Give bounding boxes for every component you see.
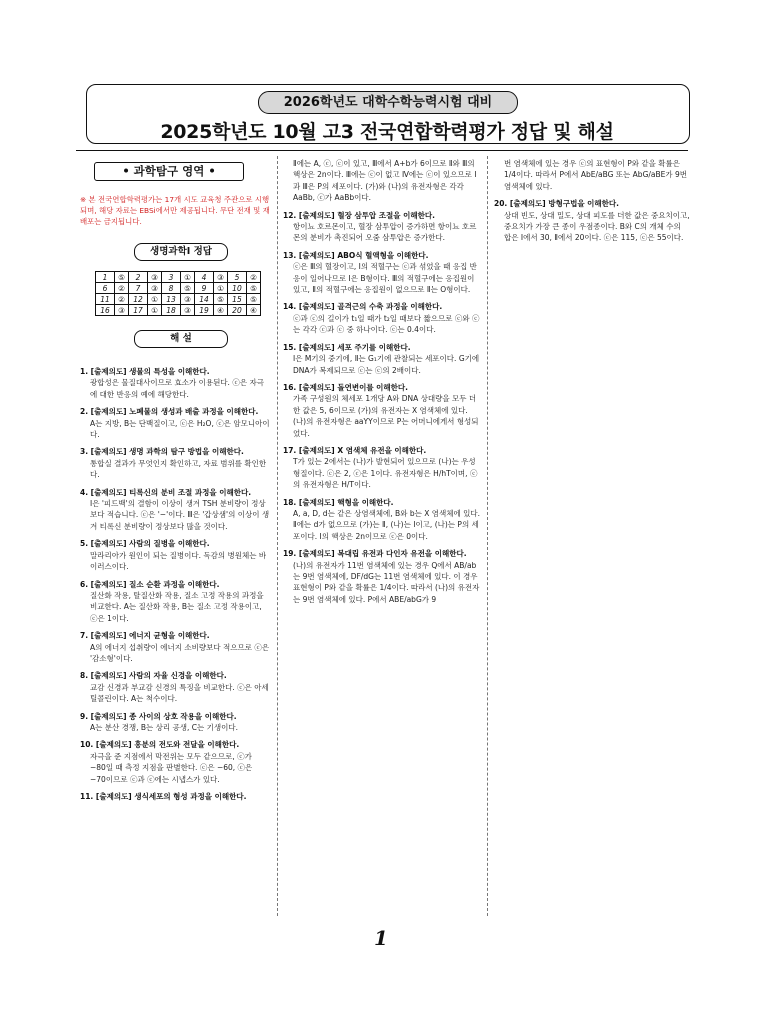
commentary-item-title: 6. [출제의도] 질소 순환 과정을 이해한다.: [80, 579, 220, 589]
answer-value: ③: [148, 272, 162, 283]
commentary-item: [80, 791, 270, 802]
question-number: 7: [128, 283, 147, 294]
question-number: 15: [227, 294, 246, 305]
commentary-item-title: 12. [출제의도] 혈장 삼투압 조절을 이해한다.: [283, 210, 435, 220]
answer-table: [95, 271, 261, 316]
commentary-item: [80, 739, 270, 785]
commentary-item-body: 통합실 결과가 무엇인지 확인하고, 자료 범위를 확인한다.: [90, 458, 267, 480]
commentary-item: [283, 497, 481, 543]
commentary-item-body: A는 지방, B는 단백질이고, ⓒ은 H₂O, ⓒ은 암모니아이다.: [90, 418, 270, 440]
answer-value: ③: [213, 272, 227, 283]
column-divider: [487, 156, 488, 916]
commentary-item: [80, 487, 270, 533]
question-number: 17: [128, 305, 147, 316]
answer-value: ⑤: [246, 294, 260, 305]
question-number: 8: [161, 283, 180, 294]
commentary-item: [283, 445, 481, 491]
answer-value: ①: [181, 272, 195, 283]
commentary-item-title: 8. [출제의도] 사람의 자율 신경을 이해한다.: [80, 671, 227, 681]
commentary-item-title: 11. [출제의도] 생식세포의 형성 과정을 이해한다.: [80, 792, 247, 801]
answer-value: ③: [181, 305, 195, 316]
commentary-item: [80, 446, 270, 480]
question-number: 20: [227, 305, 246, 316]
commentary-item-title: 5. [출제의도] 사람의 질병을 이해한다.: [80, 539, 210, 549]
question-number: 4: [194, 272, 213, 283]
page-number: 1: [374, 926, 388, 950]
answer-row: [96, 272, 261, 283]
commentary-item-title: 9. [출제의도] 종 사이의 상호 작용을 이해한다.: [80, 711, 237, 721]
answer-value: ①: [148, 305, 162, 316]
commentary-column-2: [283, 158, 481, 922]
commentary-item-body: A의 에너지 섭취량이 에너지 소비량보다 적으므로 ⓒ은 '감소형'이다.: [90, 642, 270, 663]
question-number: 9: [194, 283, 213, 294]
commentary-item: [80, 670, 270, 704]
commentary-item: [283, 382, 481, 439]
header-rule: [76, 150, 688, 151]
commentary-item-body: 말라리아가 원인이 되는 질병이다. 독감의 병원체는 바이러스이다.: [90, 550, 267, 572]
commentary-item-title: 18. [출제의도] 핵형을 이해한다.: [283, 497, 394, 507]
commentary-item: [494, 198, 690, 244]
question-number: 10: [227, 283, 246, 294]
answer-key-title: 생명과학Ⅰ 정답: [134, 243, 228, 261]
commentary-item-body: ⓒ은 Ⅲ의 혈장이고, Ⅰ의 적혈구는 ⓒ과 섞었을 때 응집 반응이 일어나므로 Ⅰ은 B형이다. Ⅲ의 적혈구에는 응집원이 있고, Ⅱ의 적혈구에는 응집원이 없으므로 Ⅱ는 O형이다.: [293, 262, 477, 295]
commentary-item-title: 17. [출제의도] X 염색체 유전을 이해한다.: [283, 445, 427, 455]
commentary-item-title: 15. [출제의도] 세포 주기를 이해한다.: [283, 342, 411, 352]
question-number: 5: [227, 272, 246, 283]
exam-subtitle: 2026학년도 대학수학능력시험 대비: [258, 91, 518, 114]
question-number: 18: [161, 305, 180, 316]
answer-value: ①: [148, 294, 162, 305]
commentary-item: [80, 630, 270, 664]
question-number: 11: [96, 294, 115, 305]
commentary-item-body: A는 분산 경쟁, B는 상리 공생, C는 기생이다.: [90, 722, 239, 732]
commentary-item-body: T가 있는 2에서는 (나)가 발현되어 있으므로 (나)는 우성 형질이다. ⓒ은 2, ⓒ은 1이다. 유전자형은 H/hT이며, ⓒ의 유전자형은 H/T이다.: [293, 457, 478, 490]
commentary-item-body: 가족 구성원의 체세포 1개당 A와 DNA 상대량을 모두 더한 값은 5, 6이므로 (가)의 유전자는 X 염색체에 있다. (나)의 유전자형은 aaYY이므로 P는 어머니에게서 형성되었다.: [293, 394, 479, 438]
commentary-item-body: 교감 신경과 부교감 신경의 특징을 비교한다. ⓒ은 아세틸콜린이다. A는 척수이다.: [90, 682, 269, 704]
commentary-item: [80, 711, 270, 734]
commentary-item-title: 16. [출제의도] 돌연변이를 이해한다.: [283, 382, 409, 392]
question-number: 19: [194, 305, 213, 316]
commentary-item-title: 13. [출제의도] ABO식 혈액형을 이해한다.: [283, 250, 429, 260]
answer-value: ③: [148, 283, 162, 294]
commentary-item-title: 7. [출제의도] 에너지 균형을 이해한다.: [80, 631, 210, 641]
commentary-item-body: 질산화 작용, 탈질산화 작용, 질소 고정 작용의 과정을 비교한다. A는 질산화 작용, B는 질소 고정 작용이고, ⓒ은 1이다.: [90, 590, 264, 623]
commentary-item-title: 3. [출제의도] 생명 과학의 탐구 방법을 이해한다.: [80, 447, 244, 457]
commentary-item: [80, 366, 270, 400]
answer-row: [96, 305, 261, 316]
answer-value: ④: [246, 305, 260, 316]
commentary-item-body: 자극을 준 지점에서 막전위는 모두 같으므로, ⓒ가 −80일 때 측정 지점을 판별한다. ⓒ은 −60, ⓒ은 −70이므로 ⓒ과 ⓒ에는 시냅스가 있다.: [90, 751, 253, 784]
commentary-item-body: 상대 빈도, 상대 밀도, 상대 피도를 더한 값은 중요치이고, 중요치가 가장 큰 종이 우점종이다. B와 C의 개체 수의 합은 Ⅰ에서 30, Ⅱ에서 20이다. ⓒ은 115, ⓒ은 55이다.: [504, 210, 690, 243]
column-divider: [277, 156, 278, 916]
answer-value: ②: [115, 294, 129, 305]
commentary-item: [283, 250, 481, 296]
answer-value: ⑤: [246, 283, 260, 294]
commentary-item-title: 14. [출제의도] 골격근의 수축 과정을 이해한다.: [283, 302, 443, 312]
answer-value: ⑤: [115, 272, 129, 283]
commentary-column-3: [494, 158, 690, 358]
answer-value: ⑤: [181, 283, 195, 294]
answer-value: ①: [213, 283, 227, 294]
commentary-item-body: Ⅰ은 '피드백'의 결함이 이상이 생겨 TSH 분비량이 정상보다 적습니다. ⓒ은 '−'이다. Ⅲ은 '갑상샘'의 이상이 생겨 티록신 분비량이 정상보다 많을 것이다.: [90, 499, 270, 531]
commentary-item: [283, 158, 481, 204]
commentary-item: [80, 538, 270, 572]
commentary-item-body: 번 염색체에 있는 경우 ⓒ의 표현형이 P와 같을 확률은 1/4이다. 따라서 P에서 AbE/aBG 또는 AbG/aBE가 9번 염색체에 있다.: [504, 159, 688, 191]
commentary-item: [283, 301, 481, 335]
commentary-item-title: 19. [출제의도] 복대립 유전과 다인자 유전을 이해한다.: [283, 549, 467, 559]
commentary-item-body: Ⅰ은 M기의 중기에, Ⅱ는 G₁기에 관찰되는 세포이다. G기에 DNA가 복제되므로 ⓒ는 ⓒ의 2배이다.: [293, 354, 480, 375]
commentary-title: 해 설: [134, 330, 228, 348]
answer-value: ⑤: [213, 294, 227, 305]
answer-row: [96, 294, 261, 305]
question-number: 13: [161, 294, 180, 305]
commentary-item: [283, 342, 481, 376]
answer-value: ④: [213, 305, 227, 316]
question-number: 12: [128, 294, 147, 305]
copyright-notice: ※ 본 전국연합학력평가는 17개 시도 교육청 주관으로 시행되며, 해당 자료는 EBSi에서만 제공됩니다. 무단 전재 및 재배포는 금지됩니다.: [80, 195, 270, 226]
commentary-item-title: 4. [출제의도] 티록신의 분비 조절 과정을 이해한다.: [80, 487, 252, 497]
question-number: 16: [96, 305, 115, 316]
answer-value: ③: [181, 294, 195, 305]
commentary-item-body: (나)의 유전자가 11번 염색체에 있는 경우 Q에서 AB/ab는 9번 염색체에, DF/dG는 11번 염색체에 있다. 이 경우 표현형이 P와 같을 확률은 1/4이다. 따라서 (나)의 유전자는 9번 염색체에 있다. P에서 ABE/abG가 9: [293, 560, 480, 604]
question-number: 14: [194, 294, 213, 305]
commentary-item: [80, 406, 270, 440]
commentary-item: [283, 210, 481, 244]
commentary-item-body: ⓒ과 ⓒ의 길이가 t₁일 때가 t₂일 때보다 짧으므로 ⓒ와 ⓒ는 각각 ⓒ과 ⓒ 중 하나이다. ⓒ는 0.4이다.: [293, 313, 480, 335]
commentary-column-1: [80, 366, 270, 922]
question-number: 1: [96, 272, 115, 283]
commentary-item-body: 항이뇨 호르몬이고, 혈장 삼투압이 증가하면 항이뇨 호르몬의 분비가 촉진되어 오줌 삼투압은 증가한다.: [293, 222, 477, 243]
commentary-item-body: A, a, D, d는 같은 상염색체에, B와 b는 X 염색체에 있다. Ⅱ에는 d가 없으므로 (가)는 Ⅱ, (나)는 Ⅰ이고, (나)는 P의 세포이다. Ⅰ의 핵상은 2n이므로 ⓒ은 0이다.: [293, 508, 480, 541]
commentary-item-title: 2. [출제의도] 노폐물의 생성과 배출 과정을 이해한다.: [80, 407, 259, 417]
page-title: 2025학년도 10월 고3 전국연합학력평가 정답 및 해설: [160, 121, 614, 143]
answer-value: ②: [246, 272, 260, 283]
answer-row: [96, 283, 261, 294]
commentary-item-title: 20. [출제의도] 방형구법을 이해한다.: [494, 199, 620, 209]
section-label: • 과학탐구 영역 •: [94, 162, 244, 181]
commentary-item: [494, 158, 690, 192]
question-number: 2: [128, 272, 147, 283]
answer-value: ②: [115, 283, 129, 294]
commentary-item-title: 1. [출제의도] 생물의 특성을 이해한다.: [80, 367, 210, 376]
question-number: 3: [161, 272, 180, 283]
commentary-item: [80, 579, 270, 625]
question-number: 6: [96, 283, 115, 294]
commentary-item-body: Ⅱ에는 A, ⓒ, ⓒ이 있고, Ⅲ에서 A+b가 6이므로 Ⅱ와 Ⅲ의 핵상은 2n이다. Ⅲ에는 ⓒ이 없고 Ⅳ에는 ⓒ이 있으므로 Ⅰ과 Ⅲ은 P의 세포이다. (가)와 (나)의 유전자형은 각각 AaBb, ⓒ가 AaBb이다.: [293, 159, 477, 203]
commentary-item: [283, 548, 481, 605]
commentary-item-body: 광합성은 물질대사이므로 효소가 이용된다. ⓒ은 자극에 대한 반응의 예에 해당한다.: [90, 378, 264, 399]
answer-value: ③: [115, 305, 129, 316]
commentary-item-title: 10. [출제의도] 흥분의 전도와 전달을 이해한다.: [80, 740, 240, 750]
